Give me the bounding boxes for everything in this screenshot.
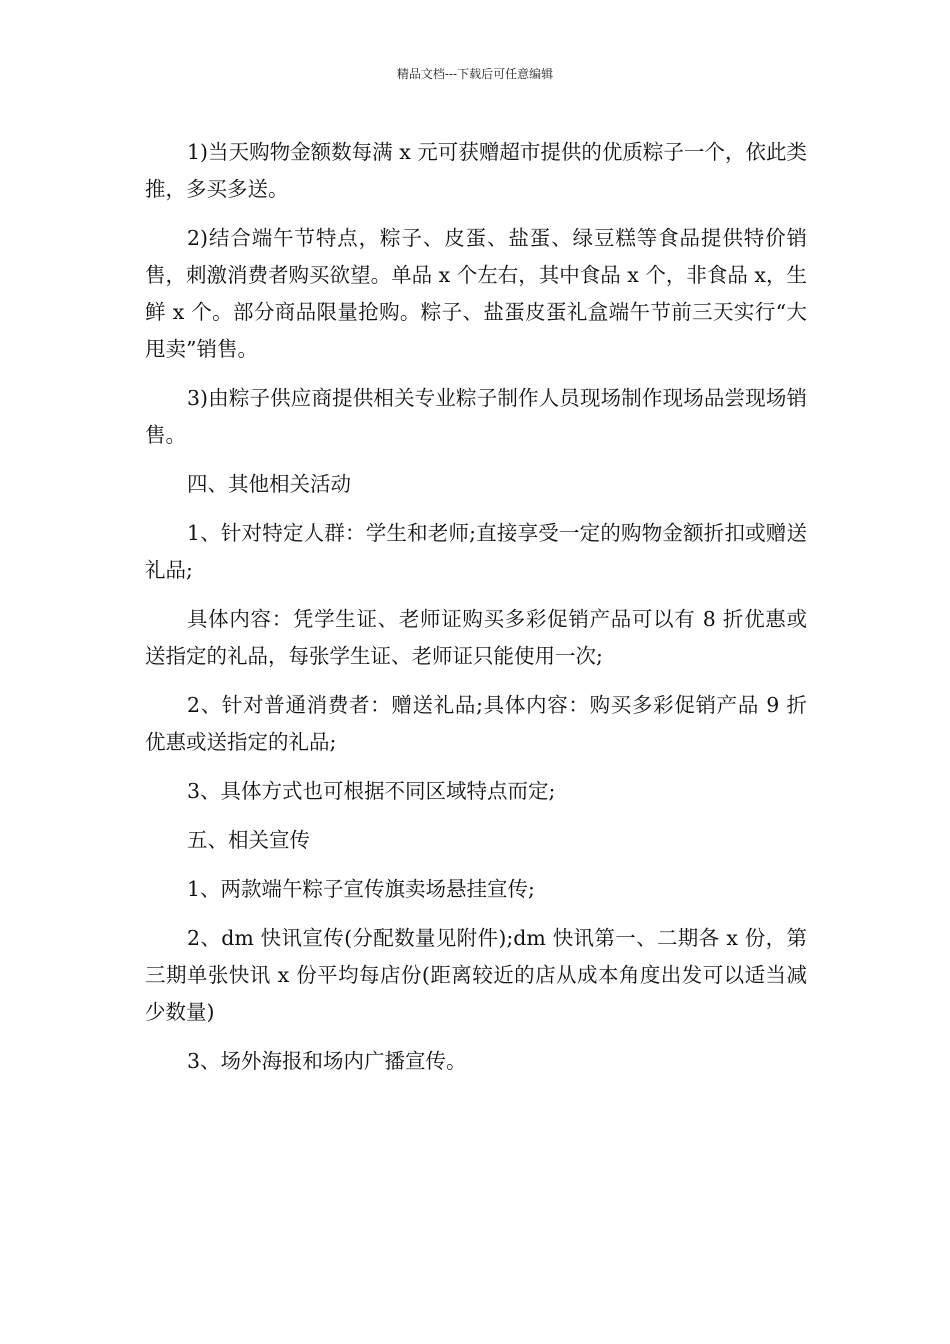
paragraph-special-sale: 2)结合端午节特点，粽子、皮蛋、盐蛋、绿豆糕等食品提供特价销售，刺激消费者购买欲望。单品 x 个左右，其中食品 x 个，非食品 x，生鲜 x 个。部分商品限量抢购。粽子、盐蛋皮蛋礼盒端午节前三天实行“大甩卖”销售。 (145, 226, 807, 361)
paragraph-onsite-making: 3)由粽子供应商提供相关专业粽子制作人员现场制作现场品尝现场销售。 (145, 386, 807, 447)
paragraph-posters-broadcast: 3、场外海报和场内广播宣传。 (187, 1049, 467, 1073)
section-heading-other-activities: 四、其他相关活动 (187, 472, 351, 496)
paragraph-target-details: 具体内容：凭学生证、老师证购买多彩促销产品可以有 8 折优惠或送指定的礼品，每张学生证、老师证只能使用一次; (145, 607, 807, 668)
paragraph-target-group: 1、针对特定人群：学生和老师;直接享受一定的购物金额折扣或赠送礼品; (145, 521, 807, 582)
paragraph-flags: 1、两款端午粽子宣传旗卖场悬挂宣传; (187, 877, 535, 901)
paragraph-gift-rule: 1)当天购物金额数每满 x 元可获赠超市提供的优质粽子一个，依此类推，多买多送。 (145, 140, 807, 201)
paragraph-dm-flyers: 2、dm 快讯宣传(分配数量见附件);dm 快讯第一、二期各 x 份，第三期单张快讯 x 份平均每店份(距离较近的店从成本角度出发可以适当减少数量) (145, 926, 807, 1024)
paragraph-regional-method: 3、具体方式也可根据不同区域特点而定; (187, 779, 556, 803)
page-header: 精品文档---下载后可任意编辑 (396, 67, 554, 81)
document-body (145, 134, 807, 1092)
paragraph-general-consumers: 2、针对普通消费者：赠送礼品;具体内容：购买多彩促销产品 9 折优惠或送指定的礼品; (145, 693, 807, 754)
section-heading-promotion: 五、相关宣传 (187, 828, 310, 852)
